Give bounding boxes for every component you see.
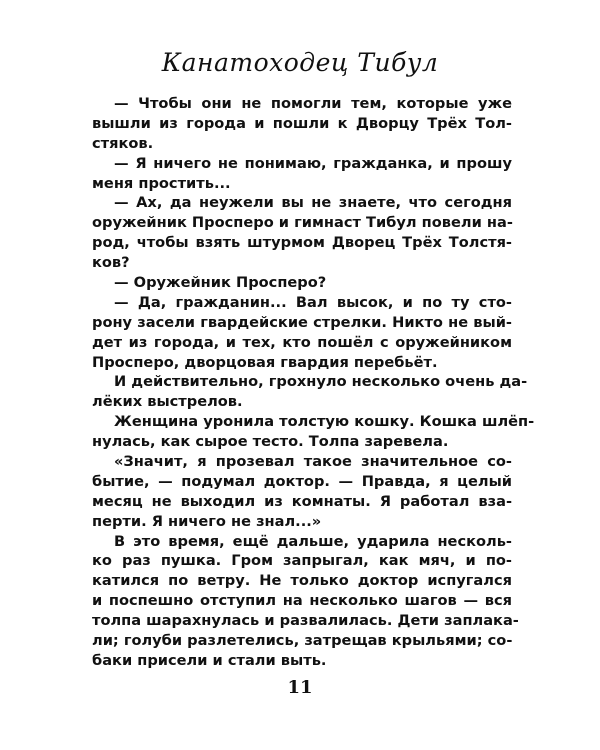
page-number: 11 xyxy=(287,677,313,698)
paragraph xyxy=(92,532,519,671)
text-line: — Ах, да неужели вы не знаете, что сегодня xyxy=(114,194,512,212)
text-line: ко раз пушка. Гром запрыгал, как мяч, и по- xyxy=(92,552,512,570)
text-line: — Да, гражданин... Вал высок, и по ту сто- xyxy=(114,293,512,311)
body-text xyxy=(92,94,535,671)
text-line: меня простить... xyxy=(92,174,231,192)
text-line: стяков. xyxy=(92,134,154,152)
text-line: нулась, как сырое тесто. Толпа заревела. xyxy=(92,433,449,451)
paragraph xyxy=(92,452,512,532)
text-line: — Я ничего не понимаю, гражданка, и прошу xyxy=(114,154,512,172)
paragraph xyxy=(92,412,535,452)
paragraph xyxy=(92,372,528,412)
text-line: — Чтобы они не помогли тем, которые уже xyxy=(114,95,512,112)
text-line: Просперо, дворцовая гвардия перебьёт. xyxy=(92,353,438,371)
text-line: бытие, — подумал доктор. — Правда, я целый xyxy=(92,472,512,490)
running-title: Канатоходец Тибул xyxy=(161,48,439,77)
text-line: перти. Я ничего не знал...» xyxy=(92,512,322,530)
text-line: ков? xyxy=(92,254,130,272)
text-line: катился по ветру. Не только доктор испугался xyxy=(92,572,512,590)
text-line: Женщина уронила толстую кошку. Кошка шлёп- xyxy=(114,413,535,431)
text-line: дет из города, и тех, кто пошёл с оружейником xyxy=(92,333,512,351)
text-line: оружейник Просперо и гимнаст Тибул повели на- xyxy=(92,214,513,232)
paragraph xyxy=(92,154,512,194)
text-line: — Оружейник Просперо? xyxy=(114,274,327,292)
paragraph xyxy=(92,273,512,293)
text-line: род, чтобы взять штурмом Дворец Трёх Толстя- xyxy=(92,234,512,252)
text-line: лёких выстрелов. xyxy=(92,393,243,411)
paragraph xyxy=(92,293,512,373)
paragraph xyxy=(92,193,512,273)
text-line: ли; голуби разлетелись, затрещав крыльями; со- xyxy=(92,632,513,650)
text-line: баки присели и стали выть. xyxy=(92,651,327,669)
text-line: толпа шарахнулась и развалилась. Дети заплака- xyxy=(92,612,519,630)
text-line: вышли из города и пошли к Дворцу Трёх Тол- xyxy=(92,114,512,132)
text-line: рону засели гвардейские стрелки. Никто не вый- xyxy=(92,313,512,331)
text-line: И действительно, грохнуло несколько очень да- xyxy=(114,373,528,391)
paragraph xyxy=(92,94,512,154)
text-line: В это время, ещё дальше, ударила несколь- xyxy=(114,532,512,550)
text-line: «Значит, я прозевал такое значительное со- xyxy=(114,453,512,471)
text-line: и поспешно отступил на несколько шагов — вся xyxy=(92,592,512,610)
text-line: месяц не выходил из комнаты. Я работал вза- xyxy=(92,492,512,510)
